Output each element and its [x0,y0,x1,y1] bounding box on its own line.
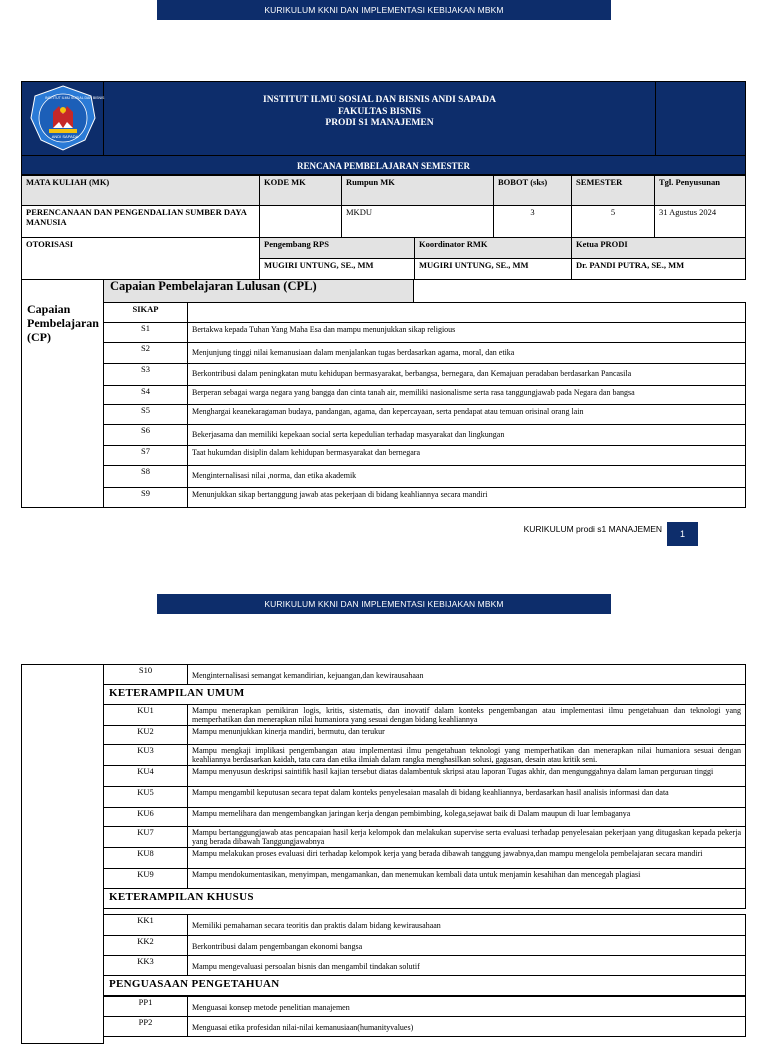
header-rumpun-mk: Rumpun MK [341,175,494,206]
kk-row-code: KK1 [103,914,188,936]
sikap-description: Berperan sebagai warga negara yang bangga dan cinta tanah air, memiliki nasionalisme serta rasa tanggungjawab pada Negara dan bangsa [187,385,746,405]
pp-row-code: PP2 [103,1016,188,1037]
logo-text-top: INSTITUT ILMU SOSIAL DAN BISNIS [45,96,105,100]
sikap-description: Menunjukkan sikap bertanggung jawab atas pekerjaan di bidang keahliannya secara mandiri [187,487,746,508]
sikap-description: Bekerjasama dan memiliki kepekaan social serta kepedulian terhadap masyarakat dan lingkungan [187,424,746,446]
ku-row-description: Mampu menerapkan pemikiran logis, kritis, sistematis, dan inovatif dalam konteks pengembangan atau implementasi ilmu pengetahuan dan teknologi yang memperhatikan dan menerapkan nilai humaniora yang sesuai dengan bidang keahliannya [187,704,746,726]
ku-row-description: Mampu melakukan proses evaluasi diri terhadap kelompok kerja yang berada dibawah tanggung jawabnya,dan mampu mengelola pembelajaran secara mandiri [187,847,746,869]
kk-row-description: Memiliki pemahaman secara teoritis dan praktis dalam bidang kewirausahaan [187,914,746,936]
header-mata-kuliah: MATA KULIAH (MK) [21,175,260,206]
role-pengembang: Pengembang RPS [259,237,415,259]
page-header-text-2: KURIKULUM KKNI DAN IMPLEMENTASI KEBIJAKAN MBKM [264,599,504,609]
ku-row-code: KU8 [103,847,188,869]
s10-description: Menginternalisasi semangat kemandirian, kejuangan,dan kewirausahaan [187,664,746,685]
kk-row-code: KK3 [103,955,188,976]
banner-right-cell [655,82,745,155]
ku-row-code: KU2 [103,725,188,745]
kk-row-description: Mampu mengevaluasi persoalan bisnis dan mengambil tindakan solutif [187,955,746,976]
sikap-header-blank [187,302,746,323]
header-tgl-penyusunan: Tgl. Penyusunan [654,175,746,206]
ku-row-code: KU4 [103,765,188,787]
name-pengembang: MUGIRI UNTUNG, SE., MM [259,258,415,280]
header-bobot: BOBOT (sks) [493,175,572,206]
institution-title [104,95,655,130]
page-number-text: 1 [679,529,685,539]
sikap-code: S4 [103,385,188,405]
ku-row-code: KU7 [103,826,188,848]
sikap-description: Menghargai keanekaragaman budaya, pandangan, agama, dan kepercayaan, serta pendapat atau temuan orisinal orang lain [187,404,746,425]
sikap-code: S6 [103,424,188,446]
page-header-banner [157,0,611,20]
sikap-description: Berkontribusi dalam peningkatan mutu kehidupan bermasyarakat, berbangsa, bernegara, dan Kemajuan peradaban berdasarkan Pancasila [187,363,746,386]
institution-banner [21,81,746,175]
pp-row-description: Menguasai konsep metode penelitian manajemen [187,996,746,1017]
ku-row-code: KU3 [103,744,188,766]
ku-row-code: KU1 [103,704,188,726]
value-kode-mk [259,205,342,238]
footer-text: KURIKULUM prodi s1 MANAJEMEN [523,524,662,534]
sikap-code: S3 [103,363,188,386]
page-number [667,522,698,546]
ku-row-description: Mampu menyusun deskripsi saintifik hasil kajian tersebut diatas dalambentuk skripsi atau laporan Tugas akhir, dan mengunggahnya dalam laman perguruan tinggi [187,765,746,787]
ku-row-description: Mampu mengambil keputusan secara tepat dalam konteks penyelesaian masalah di bidang keahliannya, berdasarkan hasil analisis informasi dan data [187,786,746,808]
sikap-code: S9 [103,487,188,508]
pp-row-code: PP1 [103,996,188,1017]
cp-label-continued [21,664,104,1044]
name-koordinator: MUGIRI UNTUNG, SE., MM [414,258,572,280]
sikap-description: Taat hukumdan disiplin dalam kehidupan bermasyarakat dan bernegara [187,445,746,466]
kk-row-description: Berkontribusi dalam pengembangan ekonomi bangsa [187,935,746,956]
sikap-description: Menjunjung tinggi nilai kemanusiaan dalam menjalankan tugas berdasarkan agama, moral, dan etika [187,342,746,364]
section-penguasaan-pengetahuan: PENGUASAAN PENGETAHUAN [103,975,746,996]
section-keterampilan-umum: KETERAMPILAN UMUM [103,684,746,705]
s10-code: S10 [103,664,188,685]
value-mata-kuliah: PERENCANAAN DAN PENGENDALIAN SUMBER DAYA MANUSIA [21,205,260,238]
faculty-name: FAKULTAS BISNIS [338,106,421,117]
rps-title: RENCANA PEMBELAJARAN SEMESTER [22,155,745,176]
value-rumpun-mk: MKDU [341,205,494,238]
ku-row-code: KU5 [103,786,188,808]
ku-row-code: KU9 [103,868,188,889]
page-header-banner-2 [157,594,611,614]
institution-name: INSTITUT ILMU SOSIAL DAN BISNIS ANDI SAPADA [263,95,496,105]
sikap-code: S2 [103,342,188,364]
value-tgl-penyusunan: 31 Agustus 2024 [654,205,746,238]
cp-label: Capaian Pembelajaran (CP) [21,279,104,508]
header-semester: SEMESTER [571,175,655,206]
program-name: PRODI S1 MANAJEMEN [325,118,434,128]
sikap-code: S8 [103,465,188,488]
logo-cell [22,82,104,155]
section-keterampilan-khusus: KETERAMPILAN KHUSUS [103,888,746,909]
sikap-description: Menginternalisasi nilai ,norma, dan etika akademik [187,465,746,488]
sikap-code: S1 [103,322,188,343]
otorisasi-label: OTORISASI [21,237,260,280]
sikap-code: S7 [103,445,188,466]
cpl-title: Capaian Pembelajaran Lulusan (CPL) [103,279,414,303]
role-ketua: Ketua PRODI [571,237,746,259]
ku-row-description: Mampu mendokumentasikan, menyimpan, mengamankan, dan menemukan kembali data untuk menjamin kesahihan dan mencegah plagiasi [187,868,746,889]
pp-row-description: Menguasai etika profesidan nilai-nilai kemanusiaan(humanityvalues) [187,1016,746,1037]
value-bobot: 3 [493,205,572,238]
role-koordinator: Koordinator RMK [414,237,572,259]
sikap-code: S5 [103,404,188,425]
ku-row-description: Mampu bertanggungjawab atas pencapaian hasil kerja kelompok dan melakukan supervise serta evaluasi terhadap penyelesaian pekerjaan yang ditugaskan kepada pekerja yang berada dibawah Tanggungjawabnya [187,826,746,848]
ku-row-description: Mampu menunjukkan kinerja mandiri, bermutu, dan terukur [187,725,746,745]
name-ketua: Dr. PANDI PUTRA, SE., MM [571,258,746,280]
page-header-text: KURIKULUM KKNI DAN IMPLEMENTASI KEBIJAKAN MBKM [264,5,504,15]
value-semester: 5 [571,205,655,238]
kk-row-code: KK2 [103,935,188,956]
ku-row-description: Mampu mengkaji implikasi pengembangan atau implementasi ilmu pengetahuan teknologi yang memperhatikan dan menerapkan nilai humaniora sesuai dengan keahliannya berdasarkan kaidah, tata cara dan etika ilmiah dalam rangka menghasilkan solusi, gagasan, desain atau kritik seni. [187,744,746,766]
logo-text-bottom: ANDI SAPADA [51,134,79,139]
header-kode-mk: KODE MK [259,175,342,206]
ku-row-code: KU6 [103,807,188,827]
sikap-description: Bertakwa kepada Tuhan Yang Maha Esa dan mampu menunjukkan sikap religious [187,322,746,343]
sikap-label: SIKAP [103,302,188,323]
ku-row-description: Mampu memelihara dan mengembangkan jaringan kerja dengan pembimbing, kolega,sejawat baik di Dalam maupun di luar lembaganya [187,807,746,827]
institution-logo-icon [29,84,105,152]
